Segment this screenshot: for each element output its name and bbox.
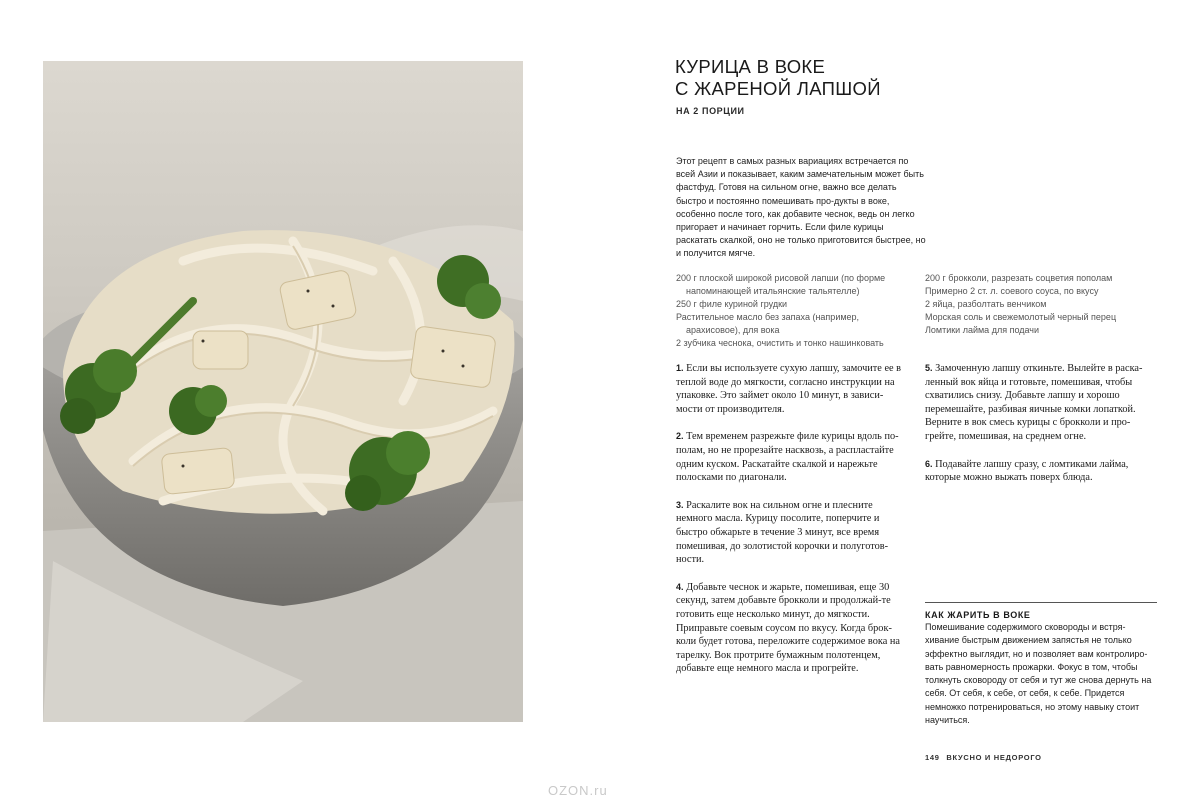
step-text: Подавайте лапшу сразу, с ломтиками лайма, которые можно выжать поверх блюда. [925, 458, 1129, 484]
step-number: 2. [676, 431, 684, 442]
tip-title: КАК ЖАРИТЬ В ВОКЕ [925, 610, 1031, 620]
ingredient-item: 2 яйца, разболтать венчиком [925, 298, 1047, 309]
step-text: Раскалите вок на сильном огне и плесните немного масла. Курицу посолите, поперчите и быстро обжарьте в течение 3 минут, все время помешивая, до золотистой корочки и полуготов-ности. [676, 499, 889, 566]
intro-paragraph: Этот рецепт в самых разных вариациях встречается по всей Азии и показывает, каким замечательным может быть фастфуд. Готовя на сильном огне, важно все делать быстро и постоянно помешивать про-дукты в воке, особенно после того, как добавите чеснок, ведь он легко пригорает и начинает горчить. Если филе курицы раскатать скалкой, оно не только приготовится быстрее, но и получится мягче. [676, 156, 926, 259]
ingredient-item: 200 г брокколи, разрезать соцветия пополам [925, 273, 1113, 283]
ingredient-item: Примерно 2 ст. л. соевого соуса, по вкусу [925, 285, 1099, 296]
tip-divider [925, 602, 1157, 603]
step-text: Если вы используете сухую лапшу, замочите ее в теплой воде до мягкости, согласно инструкции на упаковке. Это займет около 10 минут, в зависи-мости от производителя. [676, 363, 902, 415]
step-text: Добавьте чеснок и жарьте, помешивая, еще 30 секунд, затем добавьте брокколи и продолжай-те готовить еще несколько минут, до мягкости. Приправьте соевым соусом по вкусу. Когда брок-коли будет готова, переложите содержимое вока на тарелку. Вок протрите бумажным полотенцем, добавьте еще немного масла и прогрейте. [676, 581, 900, 675]
step-text: Тем временем разрежьте филе курицы вдоль по-полам, но не прорезайте насквозь, а распластайте одним куском. Раскатайте скалкой и нарежьте полосками по диагонали. [676, 431, 899, 484]
step-number: 3. [676, 499, 684, 510]
recipe-title-line-1: КУРИЦА В ВОКЕ [675, 56, 826, 77]
watermark: OZON.ru [548, 783, 608, 798]
page-footer [925, 753, 1042, 762]
step-number: 6. [925, 458, 933, 469]
tip-body: Помешивание содержимого сковороды и встря-хивание быстрым движением запястья не только эффектно выглядит, но и позволяет вам контролиро-вать равномерность прожарки. Фокус в том, чтобы толкнуть сковороду от себя и тут же снова дернуть на себя. От себя, к себе, от себя, к себе. Придется немножко потренироваться, но этому навыку стоит научиться. [925, 622, 1152, 726]
step-text: Замоченную лапшу откиньте. Вылейте в раска-ленный вок яйца и готовьте, помешивая, чтобы схватились снизу. Добавьте лапшу и хорошо перемешайте, разбивая яичные комки лопаткой. Верните в вок смесь курицы с брокколи и про-грейте, помешивая, на среднем огне. [925, 363, 1143, 442]
ingredient-item: 250 г филе куриной грудки [676, 298, 788, 309]
ingredient-item: Растительное масло без запаха (например, арахисовое), для вока [676, 311, 860, 335]
method-step [925, 458, 1155, 485]
method-step [676, 499, 906, 567]
ingredients-list-right [925, 272, 1165, 337]
ingredient-item: 2 зубчика чеснока, очистить и тонко нашинковать [676, 337, 884, 348]
step-number: 1. [676, 363, 684, 373]
servings-label: НА 2 ПОРЦИИ [676, 106, 745, 116]
ingredient-item: 200 г плоской широкой рисовой лапши (по форме напоминающей итальянские тальятелле) [676, 273, 886, 296]
page-number: 149 [925, 753, 940, 762]
method-step [925, 362, 1155, 444]
method-steps-left [676, 362, 906, 690]
method-step [676, 362, 906, 416]
recipe-title [675, 56, 881, 100]
ingredient-item: Ломтики лайма для подачи [925, 324, 1040, 335]
step-number: 5. [925, 363, 933, 373]
method-step [676, 430, 906, 484]
method-steps-right [925, 362, 1155, 499]
method-step [676, 581, 906, 676]
ingredients-list-left [676, 272, 921, 349]
step-number: 4. [676, 581, 684, 592]
recipe-title-line-2: С ЖАРЕНОЙ ЛАПШОЙ [675, 78, 881, 99]
ingredient-item: Морская соль и свежемолотый черный перец [925, 311, 1117, 322]
section-name: ВКУСНО И НЕДОРОГО [946, 753, 1042, 762]
dish-photo [43, 61, 523, 722]
